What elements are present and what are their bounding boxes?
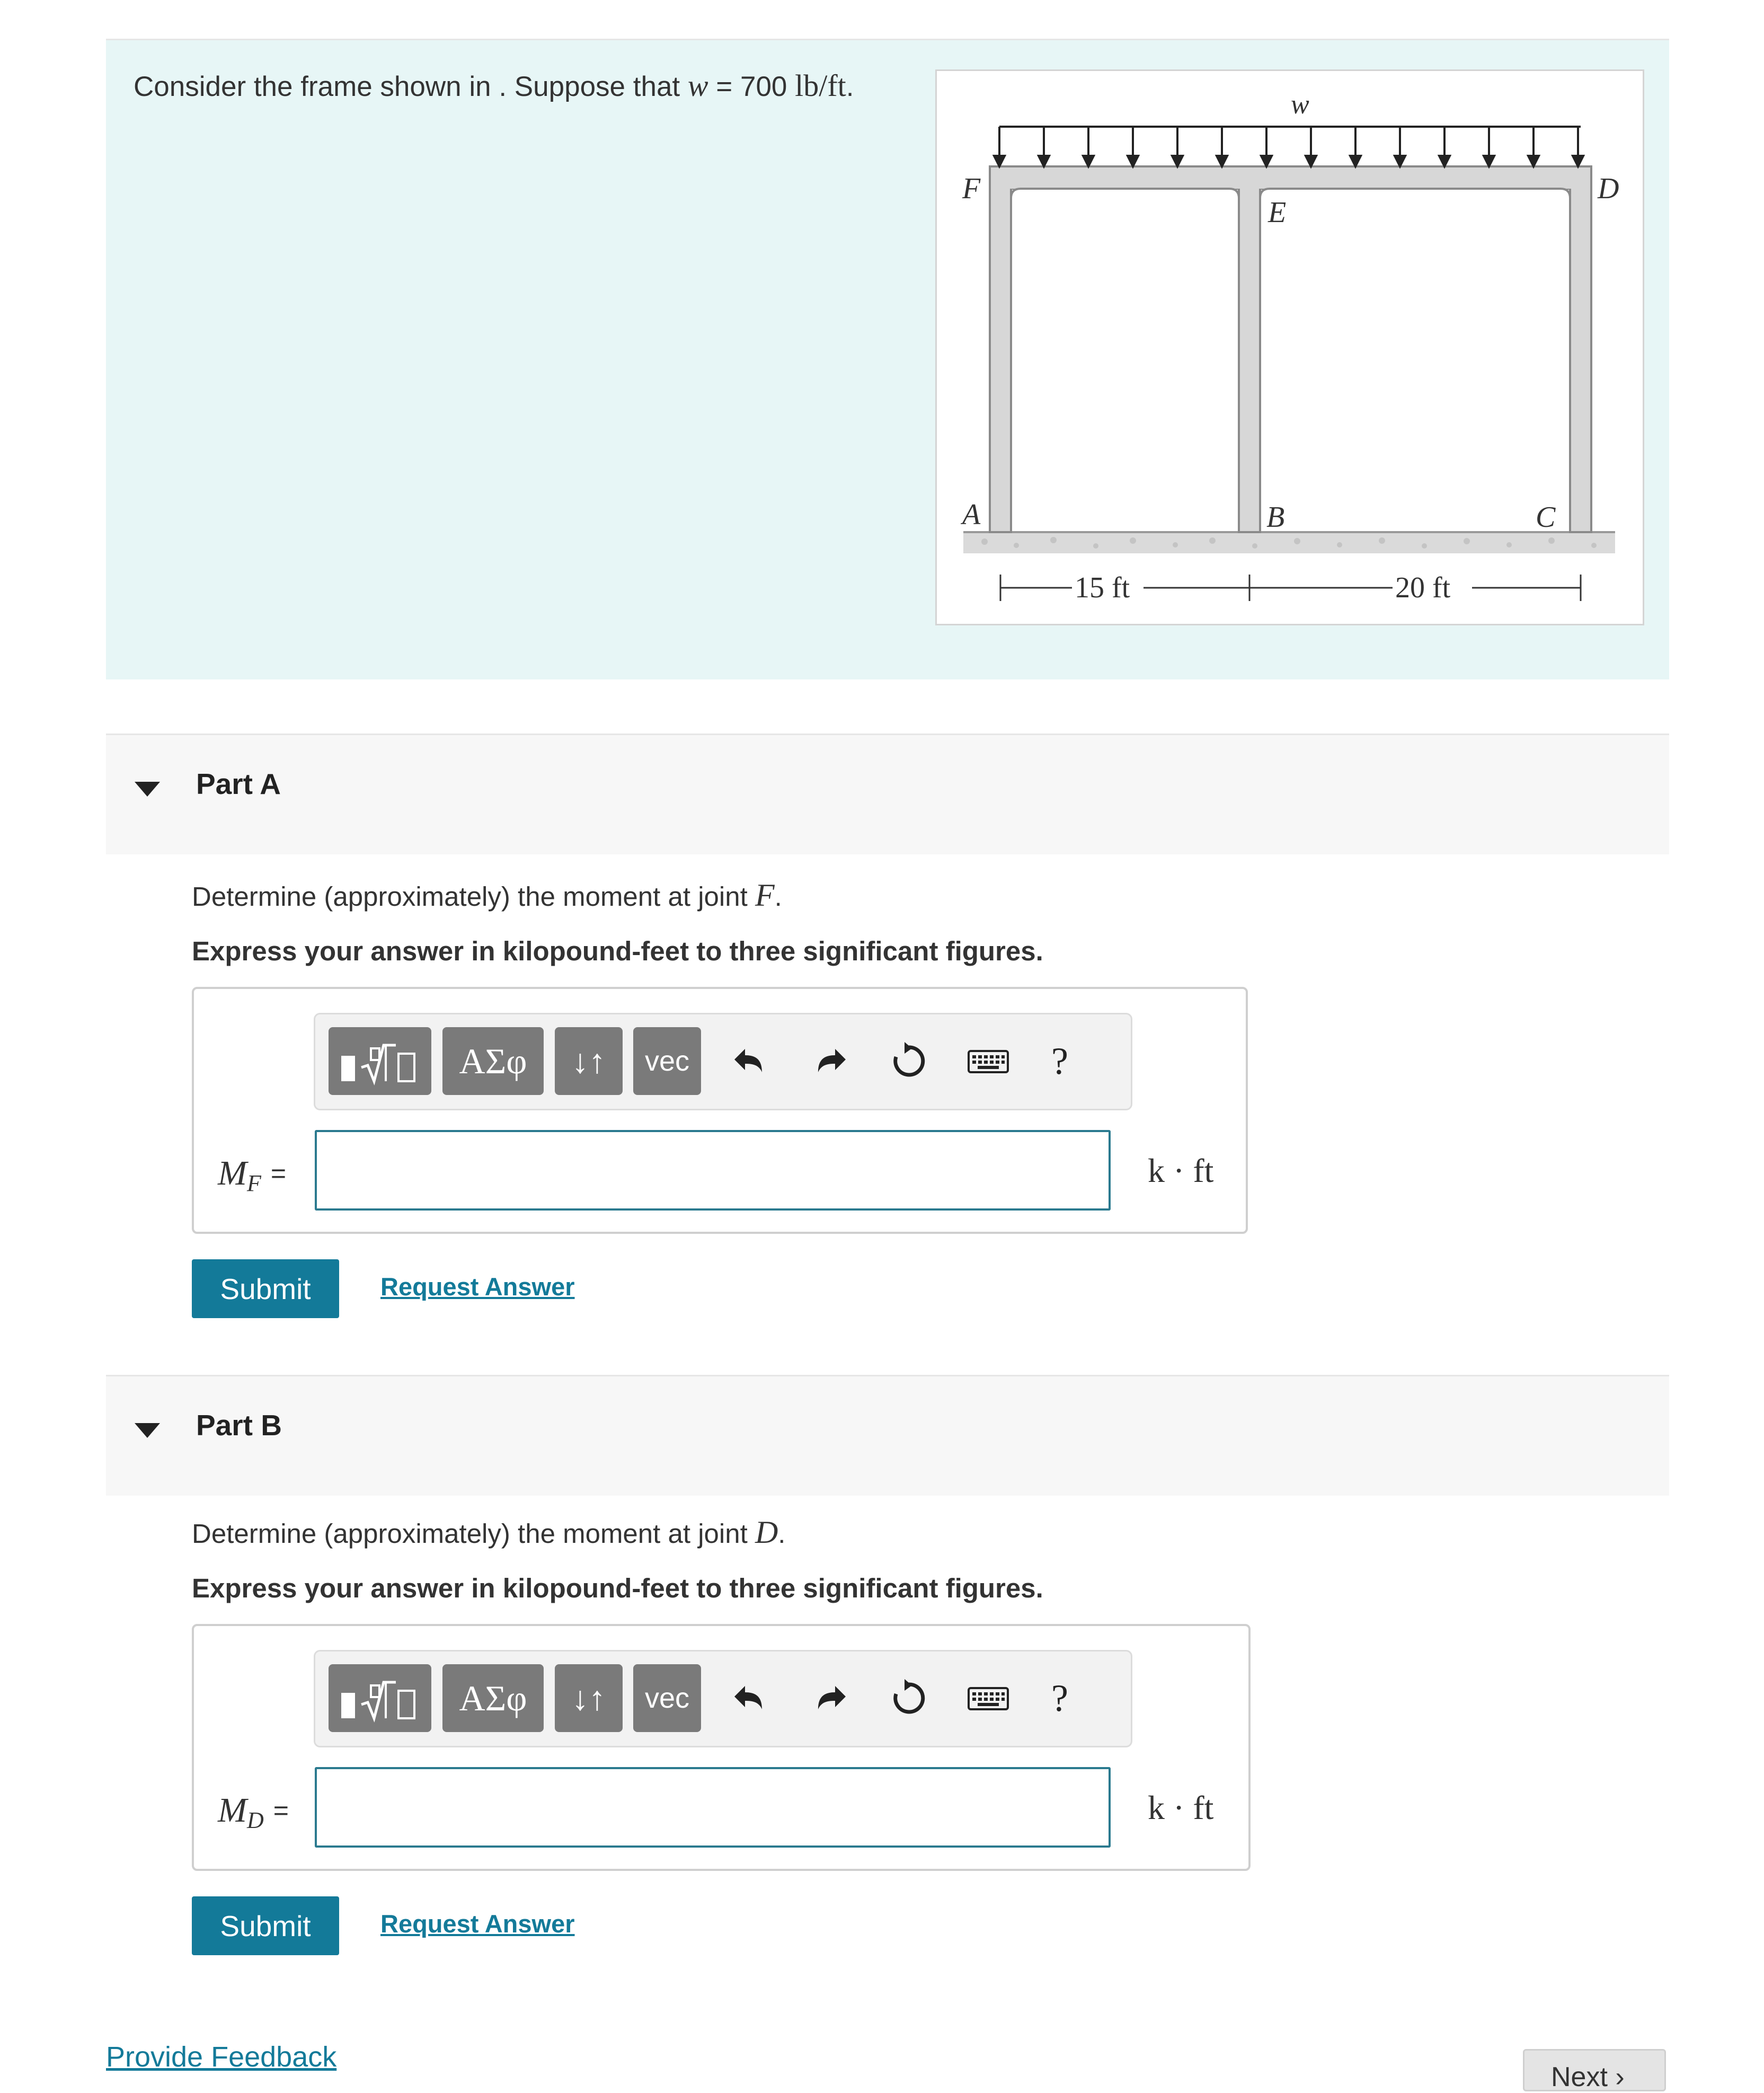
part-a-var-main: M — [218, 1154, 247, 1193]
part-a-question — [192, 877, 782, 914]
vector-button[interactable]: vec — [633, 1664, 701, 1732]
part-a-request-answer-link[interactable]: Request Answer — [380, 1273, 575, 1301]
part-a-instruction: Express your answer in kilopound-feet to three significant figures. — [192, 936, 1043, 966]
redo-icon[interactable] — [799, 1664, 862, 1732]
help-button[interactable]: ? — [1051, 1039, 1068, 1082]
part-b-question-suffix: . — [778, 1518, 786, 1549]
intro-suffix: . — [846, 71, 854, 102]
reset-icon[interactable] — [877, 1027, 941, 1095]
next-button[interactable] — [1523, 2049, 1666, 2091]
intro-equals: = 700 — [708, 71, 795, 102]
part-b-var-main: M — [218, 1791, 247, 1830]
next-label: Next — [1551, 2062, 1608, 2092]
vector-button[interactable]: vec — [633, 1027, 701, 1095]
part-a-answer-box — [192, 987, 1248, 1234]
part-b-instruction: Express your answer in kilopound-feet to three significant figures. — [192, 1573, 1043, 1603]
part-a-question-var: F — [755, 878, 775, 913]
part-b-variable-label — [218, 1790, 289, 1831]
part-a-var-sub: F — [246, 1170, 261, 1196]
keyboard-icon[interactable] — [956, 1027, 1020, 1095]
collapse-triangle-icon[interactable] — [135, 1423, 160, 1438]
reset-icon[interactable] — [877, 1664, 941, 1732]
part-b-equals: = — [273, 1796, 289, 1825]
greek-symbols-button[interactable]: ΑΣφ — [442, 1664, 544, 1732]
collapse-triangle-icon[interactable] — [135, 782, 160, 797]
part-b-header[interactable] — [106, 1375, 1669, 1496]
part-b-submit-button[interactable]: Submit — [192, 1896, 339, 1955]
intro-prefix: Consider the frame shown in . Suppose that — [134, 71, 688, 102]
part-a-title: Part A — [196, 767, 281, 800]
redo-icon[interactable] — [799, 1027, 862, 1095]
part-a-header[interactable] — [106, 734, 1669, 854]
joint-label-e: E — [1268, 196, 1287, 229]
joint-label-a: A — [962, 498, 981, 531]
frame-members — [990, 166, 1591, 532]
ground — [963, 532, 1615, 553]
undo-icon[interactable] — [718, 1664, 782, 1732]
provide-feedback-link[interactable]: Provide Feedback — [106, 2041, 337, 2073]
part-b-request-answer-link[interactable]: Request Answer — [380, 1910, 575, 1938]
part-a-equals: = — [270, 1159, 287, 1188]
dimension-right: 20 ft — [1395, 571, 1451, 604]
dimension-left: 15 ft — [1075, 571, 1130, 604]
intro-text — [134, 68, 854, 103]
part-a-question-text: Determine (approximately) the moment at joint — [192, 881, 755, 912]
part-a-answer-input[interactable] — [315, 1130, 1111, 1211]
undo-icon[interactable] — [718, 1027, 782, 1095]
distributed-load — [994, 127, 1583, 166]
joint-label-c: C — [1536, 501, 1556, 534]
keyboard-icon[interactable] — [956, 1664, 1020, 1732]
help-button[interactable]: ? — [1051, 1676, 1068, 1719]
intro-variable: w — [687, 68, 708, 103]
part-b-title: Part B — [196, 1409, 282, 1442]
part-a-variable-label — [218, 1153, 286, 1194]
part-b-question — [192, 1514, 785, 1551]
part-b-question-text: Determine (approximately) the moment at joint — [192, 1518, 755, 1549]
greek-symbols-button[interactable]: ΑΣφ — [442, 1027, 544, 1095]
part-a-unit: k · ft — [1148, 1152, 1214, 1189]
part-a-question-suffix: . — [774, 881, 782, 912]
templates-icon — [335, 1672, 425, 1725]
load-label: w — [1291, 90, 1309, 120]
problem-intro — [106, 40, 1669, 679]
joint-label-f: F — [962, 172, 981, 205]
math-toolbar — [314, 1013, 1132, 1110]
templates-icon — [335, 1035, 425, 1088]
part-a-submit-button[interactable]: Submit — [192, 1259, 339, 1318]
intro-unit: lb/ft — [795, 68, 846, 103]
frame-diagram — [937, 71, 1643, 624]
chevron-right-icon: › — [1615, 2062, 1625, 2092]
part-b-answer-input[interactable] — [315, 1767, 1111, 1848]
part-b-question-var: D — [755, 1515, 778, 1550]
templates-button[interactable] — [329, 1027, 431, 1095]
part-b-var-sub: D — [246, 1807, 264, 1833]
subscript-superscript-button[interactable]: ↓↑ — [555, 1664, 623, 1732]
part-b-answer-box — [192, 1624, 1251, 1871]
templates-button[interactable] — [329, 1664, 431, 1732]
part-b-unit: k · ft — [1148, 1789, 1214, 1826]
frame-figure[interactable] — [935, 69, 1644, 625]
math-toolbar — [314, 1650, 1132, 1747]
subscript-superscript-button[interactable]: ↓↑ — [555, 1027, 623, 1095]
joint-label-d: D — [1598, 172, 1619, 205]
joint-label-b: B — [1266, 501, 1285, 534]
